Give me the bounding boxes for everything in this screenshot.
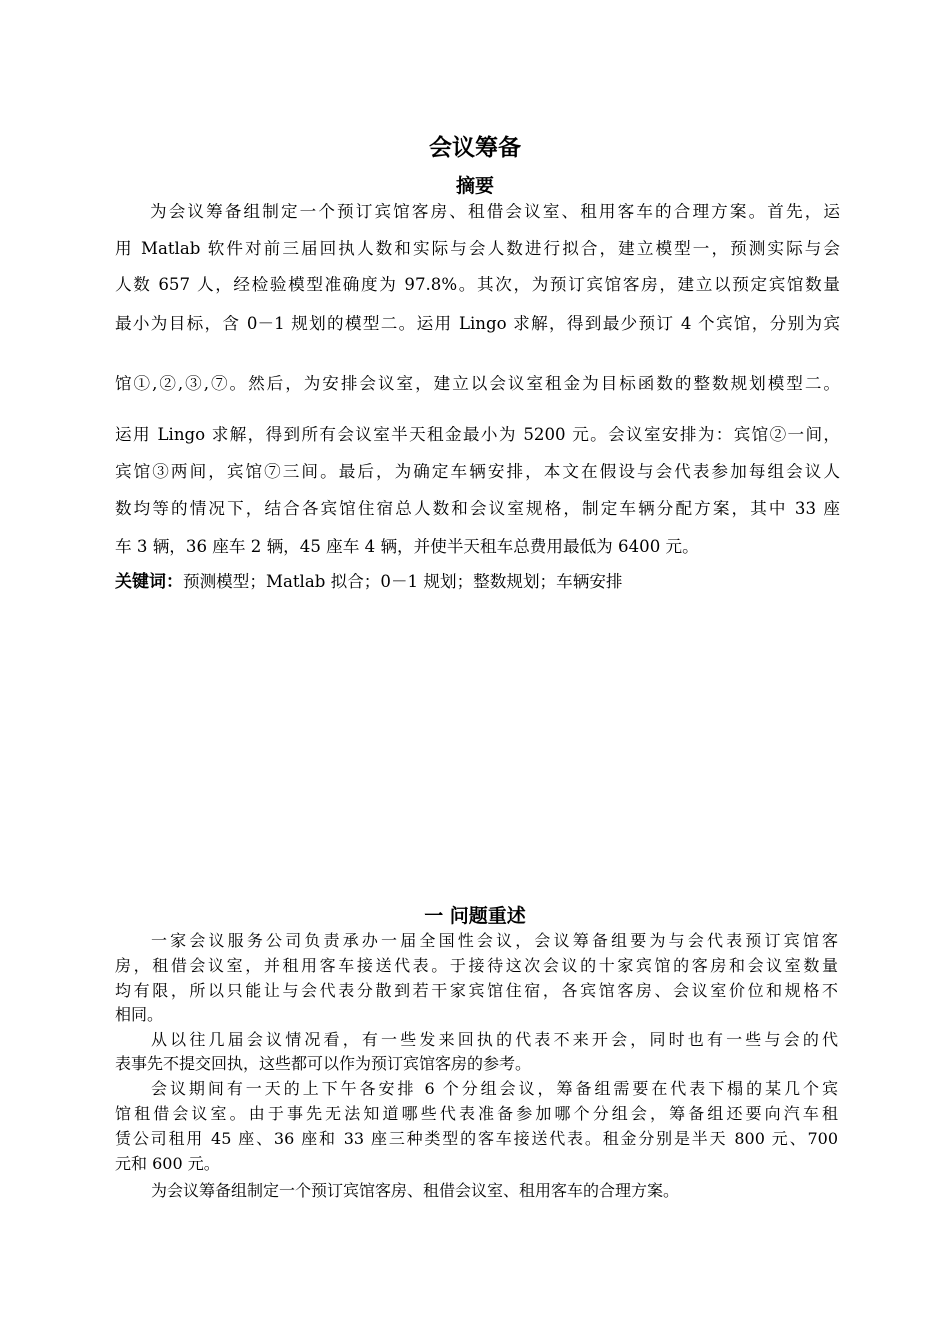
document-title: 会议筹备 — [429, 135, 521, 161]
abstract-line: 车 3 辆，36 座车 2 辆，45 座车 4 辆，并使半天租车总费用最低为 6400 元。 — [115, 537, 699, 556]
abstract-line: 运用 Lingo 求解，得到所有会议室半天租金最小为 5200 元。会议室安排为：宾馆②一间， — [115, 425, 840, 444]
keywords-text: 预测模型；Matlab 拟合；0－1 规划；整数规划；车辆安排 — [183, 572, 623, 591]
abstract-line: 为会议筹备组制定一个预订宾馆客房、租借会议室、租用客车的合理方案。首先，运 — [150, 202, 840, 221]
paragraph-line: 从以往几届会议情况看，有一些发来回执的代表不来开会，同时也有一些与会的代 — [151, 1030, 838, 1049]
paragraph-line: 会议期间有一天的上下午各安排 6 个分组会议，筹备组需要在代表下榻的某几个宾 — [151, 1079, 838, 1098]
keywords-label: 关键词： — [115, 572, 183, 592]
section-heading: 一 问题重述 — [424, 905, 526, 927]
paragraph-line: 相同。 — [115, 1005, 164, 1024]
abstract-line: 数均等的情况下，结合各宾馆住宿总人数和会议室规格，制定车辆分配方案，其中 33 座 — [115, 499, 840, 518]
abstract-line: 用 Matlab 软件对前三届回执人数和实际与会人数进行拟合，建立模型一，预测实际与会 — [115, 239, 840, 258]
paragraph-line: 表事先不提交回执，这些都可以作为预订宾馆客房的参考。 — [115, 1054, 532, 1073]
abstract-line: 宾馆③两间，宾馆⑦三间。最后，为确定车辆安排，本文在假设与会代表参加每组会议人 — [115, 462, 840, 481]
abstract-line: 人数 657 人，经检验模型准确度为 97.8%。其次，为预订宾馆客房，建立以预定宾馆数量 — [115, 275, 840, 294]
paragraph-line: 赁公司租用 45 座、36 座和 33 座三种类型的客车接送代表。租金分别是半天 800 元、700 — [115, 1129, 838, 1148]
paragraph-line: 为会议筹备组制定一个预订宾馆客房、租借会议室、租用客车的合理方案。 — [151, 1181, 680, 1200]
abstract-line: 最小为目标，含 0－1 规划的模型二。运用 Lingo 求解，得到最少预订 4 个宾馆，分别为宾 — [115, 314, 840, 333]
abstract-heading: 摘要 — [455, 175, 494, 197]
paragraph-line: 一家会议服务公司负责承办一届全国性会议，会议筹备组要为与会代表预订宾馆客 — [151, 931, 838, 950]
keywords — [115, 570, 623, 594]
paragraph-line: 均有限，所以只能让与会代表分散到若干家宾馆住宿，各宾馆客房、会议室价位和规格不 — [115, 981, 838, 1000]
paragraph-line: 馆租借会议室。由于事先无法知道哪些代表准备参加哪个分组会，筹备组还要向汽车租 — [115, 1104, 838, 1123]
paragraph-line: 元和 600 元。 — [115, 1154, 220, 1173]
abstract-line: 馆①,②,③,⑦。然后，为安排会议室，建立以会议室租金为目标函数的整数规划模型二。 — [115, 374, 840, 393]
paragraph-line: 房，租借会议室，并租用客车接送代表。于接待这次会议的十家宾馆的客房和会议室数量 — [115, 956, 838, 975]
